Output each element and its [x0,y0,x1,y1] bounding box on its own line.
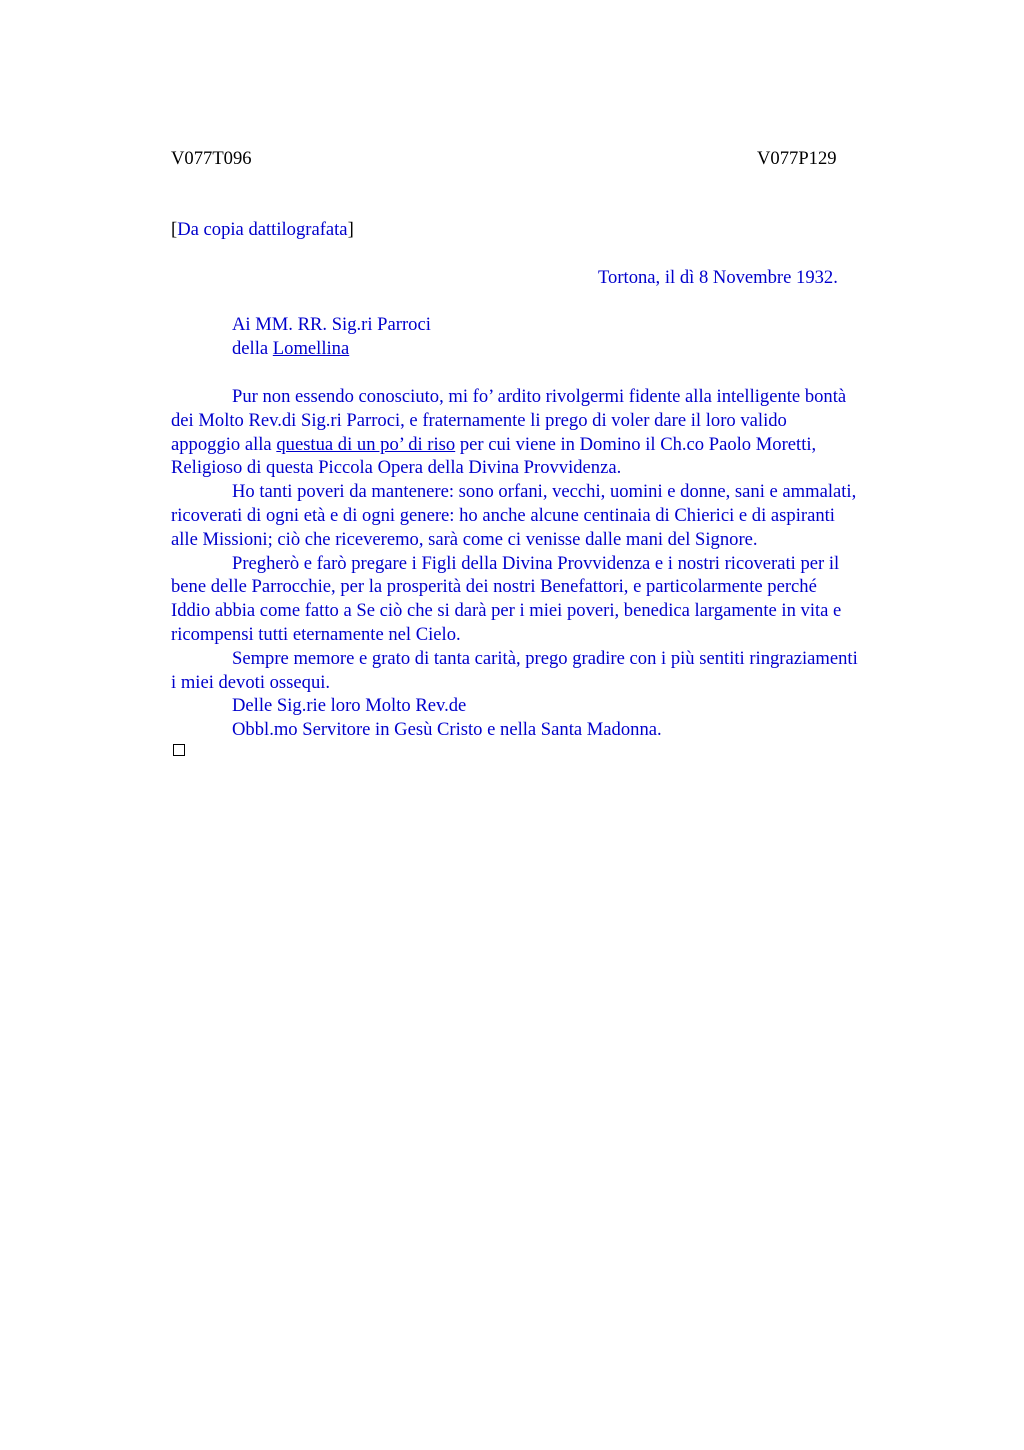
paragraph-1-line-3-before: appoggio alla [171,433,277,455]
document-code-left: V077T096 [171,148,252,169]
addressee-line-2 [232,337,431,361]
paragraph-4-line-1: Sempre memore e grato di tanta carità, prego gradire con i più sentiti ringraziamenti [232,647,858,669]
end-marker-box-icon [173,744,185,756]
addressee-block [232,313,431,361]
paragraph-2-line-2: ricoverati di ogni età e di ogni genere: ho anche alcune centinaia di Chierici e di aspiranti [171,504,835,526]
source-note-text: Da copia dattilografata [177,219,348,240]
letter-body [171,385,931,742]
paragraph-3-line-3: Iddio abbia come fatto a Se ciò che si darà per i miei poveri, benedica largamente in vita e [171,600,842,622]
source-note-open-bracket: [ [171,219,178,240]
source-note-close-bracket: ] [347,219,354,240]
source-note [171,218,354,242]
paragraph-3-line-4: ricompensi tutti eternamente nel Cielo. [171,623,461,645]
paragraph-4-line-2: i miei devoti ossequi. [171,671,331,693]
paragraph-2-line-3: alle Missioni; ciò che riceveremo, sarà come ci venisse dalle mani del Signore. [171,528,758,550]
paragraph-1-line-4: Religioso di questa Piccola Opera della Divina Provvidenza. [171,457,622,479]
paragraph-1-line-2: dei Molto Rev.di Sig.ri Parroci, e fraternamente li prego di voler dare il loro valido [171,409,787,431]
paragraph-1-line-1: Pur non essendo conosciuto, mi fo’ ardito rivolgermi fidente alla intelligente bontà [232,386,847,407]
addressee-line-1: Ai MM. RR. Sig.ri Parroci [232,314,431,335]
document-code-right: V077P129 [757,148,837,169]
questua-phrase: questua di un po’ di riso [276,433,456,455]
paragraph-1-line-3 [171,433,931,457]
paragraph-3-line-2: bene delle Parrocchie, per la prosperità dei nostri Benefattori, e particolarmente perché [171,576,817,598]
paragraph-1-line-3-after: per cui viene in Domino il Ch.co Paolo Moretti, [455,433,817,455]
addressee-region: Lomellina [272,337,350,359]
closing-line-2: Obbl.mo Servitore in Gesù Cristo e nella Santa Madonna. [232,719,662,741]
paragraph-3-line-1: Pregherò e farò pregare i Figli della Divina Provvidenza e i nostri ricoverati per il [232,552,840,574]
closing-line-1: Delle Sig.rie loro Molto Rev.de [232,695,467,717]
date-line: Tortona, il dì 8 Novembre 1932. [598,267,838,288]
addressee-line-2-prefix: della [232,337,273,359]
paragraph-2-line-1: Ho tanti poveri da mantenere: sono orfani, vecchi, uomini e donne, sani e ammalati, [232,481,857,503]
